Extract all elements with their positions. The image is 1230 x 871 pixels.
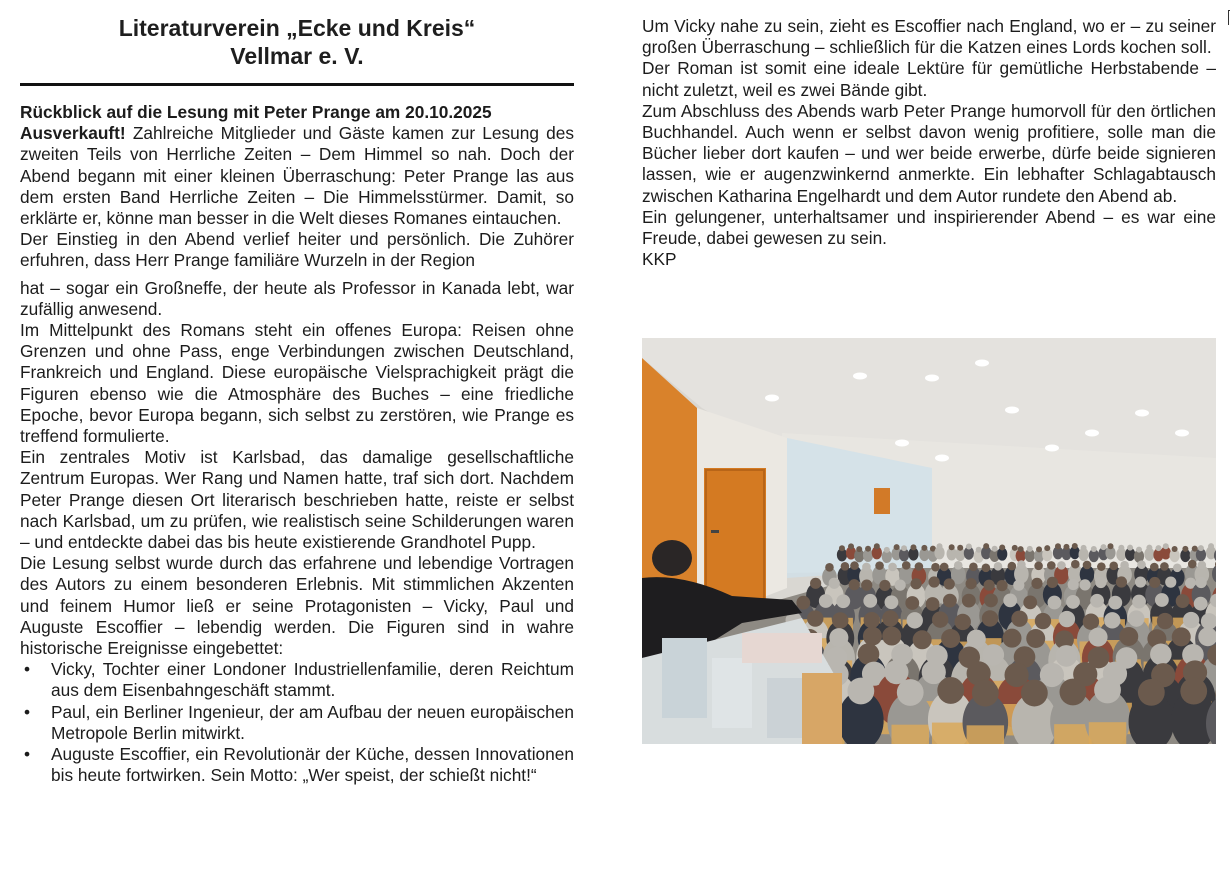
audience-member-head [1017, 560, 1026, 569]
audience-member-head [955, 614, 971, 630]
audience-member-head [984, 580, 995, 591]
audience-member-head [850, 561, 859, 570]
bullet-icon: • [24, 701, 31, 722]
list-item [20, 659, 574, 701]
audience-member-head [966, 578, 977, 589]
audience-member-head [949, 544, 955, 550]
lead-text: Zahlreiche Mitglieder und Gäste kamen zur Lesung des zweiten Teils von Herrliche Zeiten – Dem Himmel so nah. Doch der Abend begann mit einer kleinen Überraschung: Peter Prange las aus dem ersten Band Herrliche Zeiten – Die Himmelsstürmer. Damit, so erklärte er, könne man besser in die Welt dieses Romanes eintauchen. [20, 123, 574, 229]
audience-member-head [1095, 577, 1106, 588]
audience-member-head [944, 578, 955, 589]
audience-member-head [1035, 613, 1051, 629]
back-door [874, 488, 890, 514]
audience-member-head [879, 580, 890, 591]
audience-member-head [861, 580, 872, 591]
audience-member-head [937, 677, 964, 704]
audience-member-head [1011, 610, 1027, 626]
audience-member-head [882, 627, 901, 646]
audience-member-head [863, 594, 877, 608]
audience-member-head [1055, 543, 1061, 549]
audience-member-head [829, 628, 848, 647]
audience-member-head [962, 594, 976, 608]
audience-member-head [1047, 561, 1056, 570]
audience-member-head [1172, 627, 1191, 646]
audience-member-head [911, 578, 922, 589]
audience-member-head [1109, 562, 1118, 571]
audience-member-head [875, 561, 884, 570]
audience-member-head [1120, 561, 1129, 570]
audience-member-head [992, 546, 998, 552]
audience-member-head [894, 544, 900, 550]
book-stack [662, 638, 707, 718]
audience-member-head [1150, 643, 1172, 665]
audience-member-head [1172, 546, 1178, 552]
audience-member-head [865, 546, 871, 552]
audience-member-head [1018, 546, 1024, 552]
article-subheading: Rückblick auf die Lesung mit Peter Prange am 20.10.2025 [20, 102, 492, 122]
audience-member-head [902, 561, 911, 570]
photo-illustration [642, 338, 1216, 744]
audience-member-head [1083, 561, 1092, 570]
audience-member-head [1094, 677, 1121, 704]
audience-member-head [1138, 679, 1165, 706]
ceiling-light [1085, 430, 1099, 437]
audience-member-head [839, 545, 845, 551]
audience-member-head [984, 594, 998, 608]
audience-member-head [863, 627, 882, 646]
paragraph-r4: Ein gelungener, unterhaltsamer und inspirierender Abend – es war eine Freude, dabei gewesen zu sein. [642, 206, 1216, 249]
audience-member-head [1071, 560, 1080, 569]
audience-member-head [1160, 562, 1169, 571]
audience-member-head [1127, 545, 1133, 551]
audience-member-head [1149, 577, 1160, 588]
audience-member-head [983, 543, 989, 549]
audience-member-head [829, 578, 840, 589]
audience-member-head [1003, 593, 1017, 607]
seated-man-head [652, 540, 692, 576]
audience-member-head [1013, 580, 1024, 591]
audience-member-head [1057, 561, 1066, 570]
author-signature: KKP [642, 249, 677, 270]
masthead-divider [20, 83, 574, 86]
ceiling-light [853, 373, 867, 380]
door-handle [711, 530, 719, 533]
audience-member-head [1044, 545, 1050, 551]
audience-member-head [1146, 545, 1152, 551]
ceiling-light [1175, 430, 1189, 437]
audience-member-head [1150, 563, 1159, 572]
audience-member-head [1079, 579, 1090, 590]
audience-member-head [1023, 596, 1037, 610]
audience-member-head [1136, 547, 1142, 553]
bullet-icon: • [24, 744, 31, 765]
masthead-subtitle: Vellmar e. V. [230, 43, 364, 69]
audience-member-head [1068, 579, 1079, 590]
article-lead [20, 123, 574, 229]
audience-member-head [921, 545, 927, 551]
audience-member-head [940, 563, 949, 572]
lead-bold: Ausverkauft! [20, 123, 126, 144]
audience-member-head [1132, 595, 1146, 609]
audience-member-head [983, 644, 1005, 666]
paragraph-5: Die Lesung selbst wurde durch das erfahrene und lebendige Vortragen des Autors zu einem besonderen Erlebnis. Mit stimmlichen Akzenten und feinem Humor ließ er seine Protagonisten – Vicky, Paul und Auguste Escoffier – lebendig werden. Die Figuren sind in wahre historische Ereignisse eingebettet: [20, 553, 574, 659]
audience-member-head [1066, 595, 1080, 609]
audience-member-head [1128, 610, 1144, 626]
audience-member-head [1157, 613, 1173, 629]
book-stack [712, 658, 752, 728]
book-stack [767, 678, 807, 738]
character-list [20, 659, 574, 786]
audience-member-head [895, 580, 906, 591]
audience-member-head [858, 643, 880, 665]
audience-member-head [1188, 560, 1197, 569]
audience-member-head [1194, 597, 1208, 611]
audience-member-head [810, 578, 821, 589]
audience-member-head [1012, 545, 1018, 551]
audience-member-head [841, 562, 850, 571]
audience-member-head [1026, 629, 1045, 648]
list-item-text: Auguste Escoffier, ein Revolutionär der Küche, dessen Innovationen bis heute fortwirken. Sein Motto: „Wer speist, der schießt nicht!“ [51, 744, 574, 786]
audience-member-head [897, 679, 924, 706]
audience-member-head [1116, 576, 1127, 587]
chair [1089, 722, 1127, 744]
audience-member-head [1081, 545, 1087, 551]
audience-member-head [967, 630, 986, 649]
audience-member-head [1196, 577, 1207, 588]
paragraph-2b: hat – sogar ein Großneffe, der heute als Professor in Kanada lebt, war zufällig anwesend. [20, 277, 574, 319]
audience-member-head [849, 579, 860, 590]
audience-member-head [1119, 627, 1138, 646]
audience-member-head [1059, 611, 1075, 627]
ceiling-light [895, 440, 909, 447]
audience-member-head [1097, 562, 1106, 571]
chair [967, 725, 1005, 744]
event-photo [642, 338, 1216, 744]
audience-member-head [832, 612, 848, 628]
audience-member-head [972, 680, 999, 707]
audience-member-head [910, 544, 916, 550]
audience-member-head [825, 563, 834, 572]
ceiling-light [935, 455, 949, 462]
ceiling-light [975, 360, 989, 367]
audience-member-head [1173, 563, 1182, 572]
audience-member-head [1118, 545, 1124, 551]
audience-member-head [888, 563, 897, 572]
audience-member-head [1137, 560, 1146, 569]
ceiling-light [765, 395, 779, 402]
audience-member-head [1104, 612, 1120, 628]
audience-member-head [905, 596, 919, 610]
audience-member-head [1182, 546, 1188, 552]
audience-member-head [999, 544, 1005, 550]
audience-member-head [836, 594, 850, 608]
ceiling-light [925, 375, 939, 382]
audience-member-head [819, 594, 833, 608]
audience-member-head [969, 563, 978, 572]
audience-member-head [1165, 577, 1176, 588]
audience-member-head [966, 544, 972, 550]
audience-member-head [874, 543, 880, 549]
audience-member-head [941, 629, 960, 648]
audience-member-head [862, 563, 871, 572]
audience-member-head [1036, 546, 1042, 552]
audience-member-head [1208, 543, 1214, 549]
audience-member-head [1101, 544, 1107, 550]
audience-member-head [929, 576, 940, 587]
audience-member-head [926, 597, 940, 611]
audience-member-head [1155, 593, 1169, 607]
audience-member-head [796, 596, 810, 610]
audience-member-head [1176, 594, 1190, 608]
audience-member-head [1198, 545, 1204, 551]
audience-member-head [915, 562, 924, 571]
audience-member-head [1091, 546, 1097, 552]
audience-member-head [1198, 561, 1207, 570]
audience-member-head [1163, 543, 1169, 549]
paragraph-r3: Zum Abschluss des Abends warb Peter Prange humorvoll für den örtlichen Buchhandel. Auch wenn er selbst davon wenig profitiere, solle man die Bücher lieber dort kaufen – und wer beide erwerbe, dürfe beide signieren lassen, wie er augenzwinkernd anmerkte. Ein lebhafter Schlagabtausch zwischen Katharina Engelhardt und dem Autor rundete den Abend ab. [642, 100, 1216, 206]
audience-member-head [976, 547, 982, 553]
list-item-text: Vicky, Tochter einer Londoner Industriellenfamilie, deren Reichtum aus dem Eisenbahngeschäft stammt. [51, 659, 574, 701]
audience-member-head [884, 547, 890, 553]
audience-member-head [1048, 596, 1062, 610]
masthead-title: Literaturverein „Ecke und Kreis“ [118, 15, 476, 41]
audience-member-head [932, 611, 948, 627]
audience-member-head [1180, 678, 1207, 705]
right-column [642, 16, 1216, 270]
audience-member-head [807, 610, 823, 626]
audience-member-head [1108, 596, 1122, 610]
audience-member-head [1089, 628, 1108, 647]
audience-member-head [943, 594, 957, 608]
paragraph-4: Ein zentrales Motiv ist Karlsbad, das damalige gesellschaftliche Zentrum Europas. Wer Rang und Namen hatte, traf sich dort. Nachdem Peter Prange diesen Ort literarisch beschrieben hatte, reiste er selbst nach Karlsbad, um zu prüfen, wie realistisch seine Schilderungen waren – und entdeckte dabei das bis heute existierende Grandhotel Pupp. [20, 447, 574, 553]
audience-member-head [1072, 543, 1078, 549]
audience-member-head [1047, 577, 1058, 588]
audience-member-head [994, 562, 1003, 571]
list-item [20, 702, 574, 744]
ceiling-light [1135, 410, 1149, 417]
list-item-text: Paul, ein Berliner Ingenieur, der am Aufbau der neuen europäischen Metropole Berlin mitwirkt. [51, 701, 574, 743]
audience-member-head [1021, 680, 1048, 707]
ceiling-light [1005, 407, 1019, 414]
audience-member-head [954, 561, 963, 570]
audience-member-head [1183, 612, 1199, 628]
audience-member-head [847, 678, 874, 705]
audience-member-head [931, 563, 940, 572]
audience-member-head [901, 545, 907, 551]
ceiling-light [1045, 445, 1059, 452]
audience-member-head [882, 610, 898, 626]
paragraph-3: Im Mittelpunkt des Romans steht ein offenes Europa: Reisen ohne Grenzen und ohne Pass, enge Verbindungen zwischen Deutschland, Frankreich und England. Diese europäische Vielsprachigkeit prägt die Figuren ebenso wie die Atmosphäre des Buches – eine friedliche Epoche, bevor Europa begann, sich selbst zu zerstören, wie Prange es treffend formulierte. [20, 320, 574, 447]
audience-member-head [937, 543, 943, 549]
audience-member-head [982, 564, 991, 573]
audience-member-head [957, 545, 963, 551]
audience-member-head [1034, 561, 1043, 570]
audience-member-head [1135, 576, 1146, 587]
book-display [742, 633, 822, 663]
audience-member-head [913, 630, 932, 649]
table-edge [802, 673, 842, 744]
left-column [20, 14, 574, 787]
audience-member-head [864, 612, 880, 628]
chair [891, 725, 929, 744]
audience-member-head [982, 610, 998, 626]
audience-member-head [1003, 629, 1022, 648]
audience-member-head [907, 612, 923, 628]
audience-member-head [856, 546, 862, 552]
audience-member-head [1063, 544, 1069, 550]
masthead [20, 14, 574, 70]
audience-member-head [996, 580, 1007, 591]
audience-member-head [1090, 594, 1104, 608]
paragraph-2a: Der Einstieg in den Abend verlief heiter und persönlich. Die Zuhörer erfuhren, dass Herr Prange familiäre Wurzeln in der Region [20, 229, 574, 271]
paragraph-r2: Der Roman ist somit eine ideale Lektüre für gemütliche Herbstabende – nicht zuletzt, weil es zwei Bände gibt. [642, 58, 1216, 100]
audience-member-head [1083, 614, 1099, 630]
audience-member-head [1060, 679, 1087, 706]
list-item [20, 744, 574, 786]
paragraph-r1: Um Vicky nahe zu sein, zieht es Escoffier nach England, wo er – zu seiner großen Überraschung – schließlich für die Katzen eines Lords kochen soll. [642, 16, 1216, 58]
audience-member-head [1107, 543, 1113, 549]
door [704, 468, 766, 608]
audience-member-head [1031, 578, 1042, 589]
audience-member-head [1056, 645, 1078, 667]
audience-member-head [1027, 546, 1033, 552]
audience-member-head [885, 595, 899, 609]
bullet-icon: • [24, 659, 31, 680]
audience-member-head [1155, 545, 1161, 551]
audience-member-head [848, 543, 854, 549]
audience-member-head [1008, 562, 1017, 571]
